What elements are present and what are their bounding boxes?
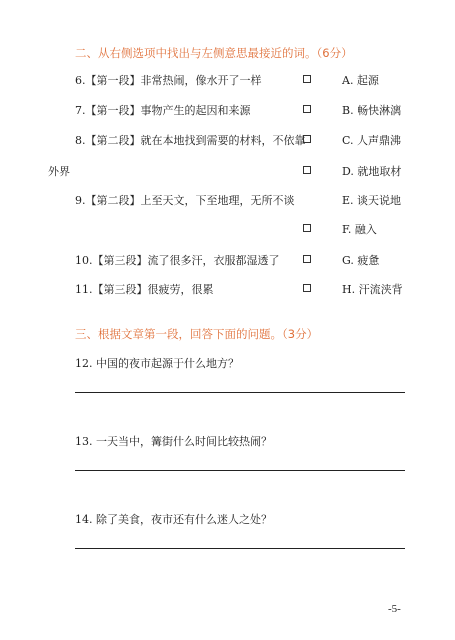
question-8: 8.【第二段】就在本地找到需要的材料，不依靠	[75, 134, 306, 147]
option-h: H. 汗流浃背	[342, 283, 403, 296]
answer-checkbox-a[interactable]	[303, 75, 311, 83]
question-6: 6.【第一段】非常热闹，像水开了一样	[75, 74, 262, 87]
option-g: G. 疲惫	[342, 254, 380, 267]
answer-checkbox-c[interactable]	[303, 135, 311, 143]
option-e: E. 谈天说地	[342, 194, 402, 207]
question-13: 13. 一天当中，篝街什么时间比较热闹？	[75, 435, 272, 448]
answer-checkbox-g[interactable]	[303, 255, 311, 263]
option-f: F. 融入	[342, 223, 377, 236]
question-12: 12. 中国的夜市起源于什么地方？	[75, 357, 239, 370]
answer-line-13[interactable]	[75, 470, 405, 471]
answer-checkbox-d[interactable]	[303, 166, 311, 174]
option-c: C. 人声鼎沸	[342, 134, 402, 147]
answer-checkbox-h[interactable]	[303, 284, 311, 292]
answer-line-14[interactable]	[75, 548, 405, 549]
question-8-continuation: 外界	[48, 165, 70, 178]
page-number: -5-	[388, 603, 401, 615]
question-10: 10.【第三段】流了很多汗，衣服都湿透了	[75, 254, 280, 267]
question-14: 14. 除了美食，夜市还有什么迷人之处？	[75, 513, 272, 526]
section-2-title: 二、从右侧选项中找出与左侧意思最接近的词。（6分）	[75, 46, 353, 60]
question-7: 7.【第一段】事物产生的起因和来源	[75, 104, 251, 117]
option-d: D. 就地取材	[342, 165, 402, 178]
answer-line-12[interactable]	[75, 392, 405, 393]
question-9: 9.【第二段】上至天文，下至地理，无所不谈	[75, 194, 295, 207]
answer-checkbox-b[interactable]	[303, 105, 311, 113]
option-a: A. 起源	[342, 74, 379, 87]
section-3-title: 三、根据文章第一段，回答下面的问题。（3分）	[75, 327, 319, 341]
question-11: 11.【第三段】很疲劳，很累	[75, 283, 214, 296]
answer-checkbox-f[interactable]	[303, 224, 311, 232]
option-b: B. 畅快淋漓	[342, 104, 402, 117]
